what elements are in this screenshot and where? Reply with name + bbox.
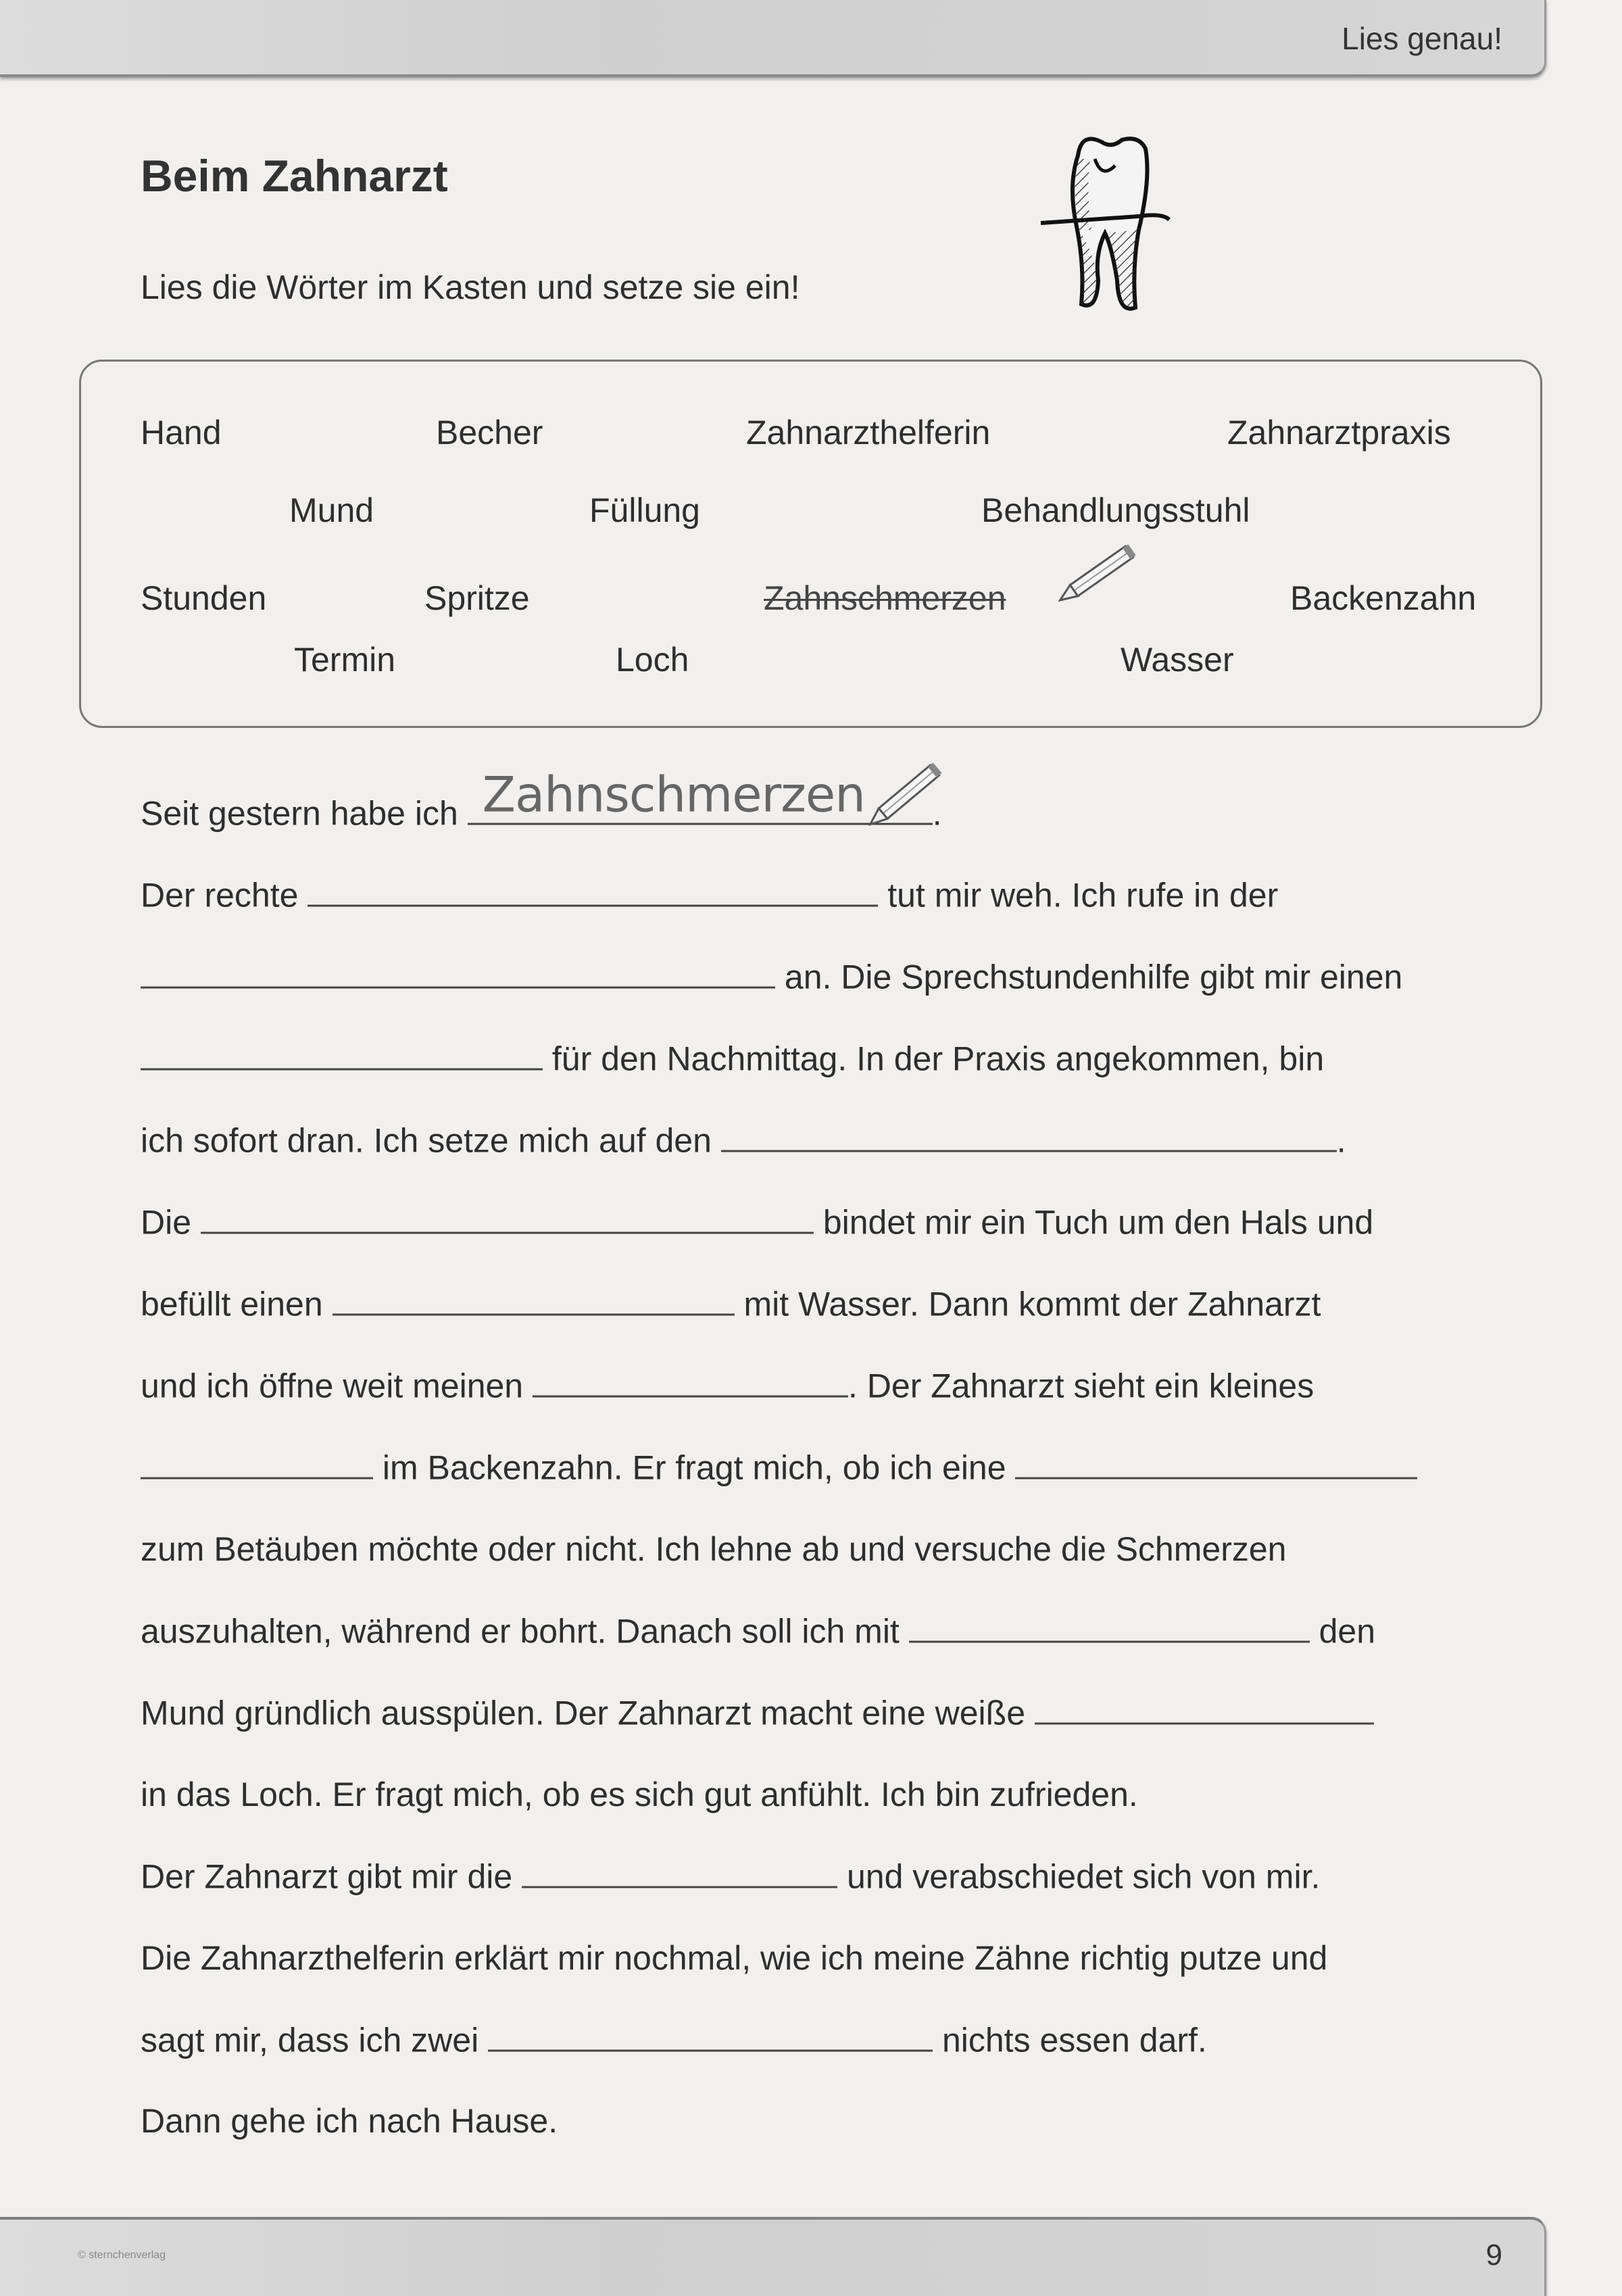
header-bar (0, 0, 1546, 77)
text: nichts essen darf. (933, 2021, 1207, 2059)
text: ich sofort dran. Ich setze mich auf den (141, 1121, 721, 1160)
text-line-13 (141, 1775, 1138, 1814)
text: . Der Zahnarzt sieht ein kleines (848, 1367, 1314, 1405)
text: mit Wasser. Dann kommt der Zahnarzt (734, 1285, 1321, 1323)
text-line-4 (141, 1039, 1324, 1079)
text: Der rechte (141, 876, 308, 914)
text-line-8 (141, 1366, 1314, 1406)
text-line-15 (141, 1938, 1327, 1978)
text-line-11 (141, 1611, 1375, 1651)
copyright: © sternchenverlag (78, 2249, 166, 2261)
word-becher: Becher (436, 414, 543, 451)
text: und ich öffne weit meinen (141, 1367, 533, 1405)
answer-blank[interactable] (308, 875, 878, 907)
text-line-7 (141, 1284, 1321, 1324)
answer-blank[interactable] (141, 957, 775, 989)
text-line-2 (141, 875, 1278, 915)
word-spritze: Spritze (424, 579, 530, 617)
answer-blank[interactable] (1015, 1448, 1417, 1480)
page-title: Beim Zahnarzt (141, 151, 448, 201)
answer-blank[interactable] (488, 2020, 933, 2052)
text: auszuhalten, während er bohrt. Danach soll ich mit (141, 1612, 909, 1651)
answer-blank[interactable] (533, 1366, 848, 1398)
answer-blank[interactable] (721, 1121, 1337, 1152)
text: im Backenzahn. Er fragt mich, ob ich eine (373, 1448, 1016, 1487)
text: den (1309, 1612, 1376, 1651)
word-zahnschmerzen-used: Zahnschmerzen (764, 579, 1006, 617)
text-line-9 (141, 1448, 1417, 1488)
text-line-5 (141, 1121, 1346, 1161)
answer-blank[interactable] (333, 1284, 735, 1316)
text: zum Betäuben möchte oder nicht. Ich lehne ab und versuche die Schmerzen (141, 1530, 1287, 1568)
text: Dann gehe ich nach Hause. (141, 2102, 558, 2140)
answer-blank[interactable] (909, 1611, 1310, 1643)
text-line-14 (141, 1857, 1320, 1897)
instruction: Lies die Wörter im Kasten und setze sie ein! (141, 268, 800, 306)
text: . (1336, 1121, 1346, 1160)
word-mund: Mund (289, 491, 374, 529)
text: und verabschiedet sich von mir. (837, 1857, 1321, 1896)
answer-blank[interactable] (141, 1039, 543, 1071)
text: in das Loch. Er fragt mich, ob es sich gut anfühlt. Ich bin zufrieden. (141, 1776, 1138, 1813)
word-termin: Termin (294, 641, 396, 679)
word-zahnarzthelferin: Zahnarzthelferin (746, 414, 991, 451)
text: Seit gestern habe ich (141, 794, 468, 833)
word-zahnarztpraxis: Zahnarztpraxis (1227, 414, 1451, 451)
word-fuellung: Füllung (589, 491, 700, 529)
word-loch: Loch (616, 641, 689, 679)
text-line-16 (141, 2020, 1207, 2060)
word-backenzahn: Backenzahn (1290, 579, 1477, 617)
text-line-12 (141, 1693, 1374, 1733)
page-number: 9 (1485, 2239, 1502, 2272)
handwritten-answer: Zahnschmerzen (482, 766, 865, 823)
text: tut mir weh. Ich rufe in der (878, 876, 1279, 914)
text: bindet mir ein Tuch um den Hals und (813, 1203, 1374, 1242)
text: . (932, 794, 942, 833)
tooth-icon (1037, 118, 1240, 321)
text: befüllt einen (141, 1285, 333, 1323)
answer-blank-filled[interactable] (468, 766, 933, 825)
text: für den Nachmittag. In der Praxis angekommen, bin (543, 1040, 1325, 1078)
answer-blank[interactable] (201, 1202, 814, 1234)
text: sagt mir, dass ich zwei (141, 2021, 489, 2059)
text-line-10 (141, 1530, 1286, 1569)
text-line-3 (141, 957, 1402, 997)
text-line-6 (141, 1202, 1373, 1242)
answer-blank[interactable] (141, 1448, 373, 1480)
word-wasser: Wasser (1121, 641, 1234, 679)
text: Die Zahnarzthelferin erklärt mir nochmal, wie ich meine Zähne richtig putze und (141, 1939, 1328, 1977)
pencil-icon (1051, 537, 1152, 605)
header-label: Lies genau! (1342, 21, 1502, 56)
text-line-17 (141, 2101, 558, 2141)
pencil-icon (858, 758, 960, 826)
text: Der Zahnarzt gibt mir die (141, 1857, 522, 1896)
word-stunden: Stunden (141, 579, 267, 617)
text: Mund gründlich ausspülen. Der Zahnarzt macht eine weiße (141, 1694, 1035, 1732)
word-behandlungsstuhl: Behandlungsstuhl (981, 491, 1250, 529)
text-line-1 (141, 766, 942, 833)
footer-bar (0, 2217, 1546, 2296)
text: Die (141, 1203, 201, 1242)
answer-blank[interactable] (1035, 1693, 1374, 1725)
word-hand: Hand (141, 414, 222, 451)
text: an. Die Sprechstundenhilfe gibt mir einen (775, 958, 1403, 996)
answer-blank[interactable] (522, 1857, 837, 1888)
